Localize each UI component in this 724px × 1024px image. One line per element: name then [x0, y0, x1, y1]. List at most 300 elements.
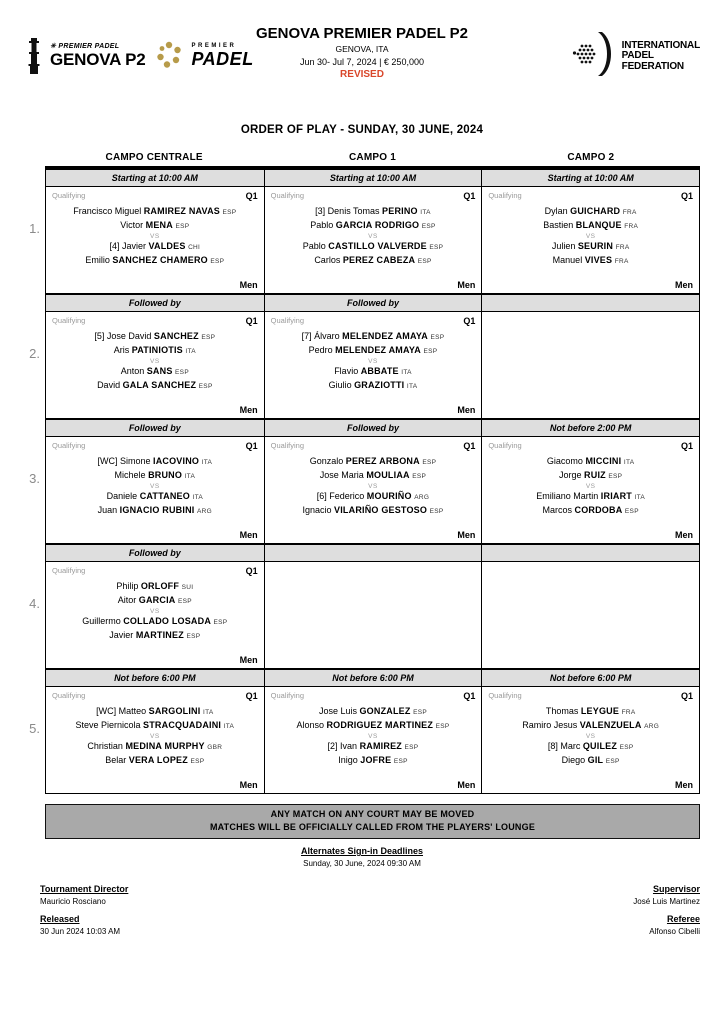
player-lastname: COLLADO LOSADA — [123, 616, 212, 626]
player-firstname: Steve Piernicola — [75, 720, 144, 730]
player-line — [488, 469, 693, 483]
player-lastname: BRUNO — [148, 470, 183, 480]
player-country: ITA — [185, 348, 196, 355]
vs-label: VS — [585, 733, 596, 740]
ipf-line-2: PADEL — [621, 50, 654, 62]
player-line — [52, 615, 258, 629]
player-firstname: Emiliano Martin — [536, 491, 601, 501]
player-lastname: GALA SANCHEZ — [122, 380, 197, 390]
player-firstname: [4] Javier — [109, 241, 149, 251]
match-cell-5-3 — [481, 687, 699, 793]
player-lastname: VIVES — [584, 255, 613, 265]
time-band-4-1: Followed by — [46, 545, 264, 561]
player-country: FRA — [621, 709, 636, 716]
gender-label: Men — [457, 780, 476, 790]
player-country: ESP — [423, 348, 438, 355]
player-firstname: [6] Federico — [316, 491, 367, 501]
round-label: Q1 — [463, 191, 476, 201]
player-firstname: Gonzalo — [309, 456, 346, 466]
player-lastname: GRAZIOTTI — [354, 380, 405, 390]
player-line — [488, 490, 693, 504]
player-firstname: Guillermo — [82, 616, 124, 626]
gender-label: Men — [457, 280, 476, 290]
player-lastname: MENA — [145, 220, 173, 230]
player-country: ITA — [202, 709, 214, 716]
players-block — [271, 205, 476, 268]
revised-badge: REVISED — [340, 68, 384, 80]
round-label: Q1 — [245, 191, 258, 201]
player-country: ESP — [190, 758, 205, 765]
player-lastname: JOFRE — [360, 755, 392, 765]
player-line — [488, 705, 693, 719]
match-cell-3-1 — [46, 437, 264, 543]
event-label: Qualifying — [52, 691, 86, 700]
player-line — [488, 754, 693, 768]
player-country: ESP — [430, 334, 445, 341]
player-lastname: ABBATE — [360, 366, 399, 376]
player-lastname: GUICHARD — [570, 206, 621, 216]
time-band-1-1: Starting at 10:00 AM — [46, 170, 264, 186]
player-firstname: [2] Ivan — [327, 741, 360, 751]
player-firstname: Belar — [105, 755, 129, 765]
player-firstname: Christian — [87, 741, 126, 751]
match-meta — [52, 691, 258, 701]
player-country: ESP — [175, 223, 190, 230]
player-line — [52, 469, 258, 483]
player-line — [271, 490, 476, 504]
player-firstname: Anton — [120, 366, 147, 376]
player-line — [52, 344, 258, 358]
player-line — [271, 365, 476, 379]
player-country: ESP — [421, 223, 436, 230]
player-country: FRA — [614, 258, 629, 265]
player-country: ITA — [192, 494, 203, 501]
player-firstname: Pedro — [308, 345, 336, 355]
player-firstname: Daniele — [106, 491, 140, 501]
player-country: ESP — [201, 334, 216, 341]
player-lastname: MOULIAA — [366, 470, 410, 480]
player-lastname: GARCIA — [138, 595, 176, 605]
officials-footer — [40, 884, 700, 936]
band-row-4 — [46, 543, 699, 562]
player-country: ESP — [605, 758, 620, 765]
player-lastname: SARGOLINI — [148, 706, 201, 716]
player-firstname: Dylan — [544, 206, 571, 216]
time-band-1-2: Starting at 10:00 AM — [264, 170, 482, 186]
player-lastname: MELENDEZ AMAYA — [342, 331, 428, 341]
gender-label: Men — [239, 655, 258, 665]
player-lastname: SANS — [146, 366, 173, 376]
match-meta — [52, 441, 258, 451]
player-firstname: Victor — [120, 220, 146, 230]
player-country: ESP — [412, 473, 427, 480]
vs-label: VS — [585, 483, 596, 490]
player-line — [52, 504, 258, 518]
court-header-1: CAMPO 1 — [349, 152, 396, 163]
time-band-4-2 — [264, 545, 482, 561]
referee-label: Referee — [666, 914, 700, 924]
player-firstname: Giacomo — [546, 456, 586, 466]
round-label: Q1 — [245, 316, 258, 326]
gender-label: Men — [675, 530, 693, 540]
time-band-5-2: Not before 6:00 PM — [264, 670, 482, 686]
player-lastname: GIL — [587, 755, 604, 765]
gender-label: Men — [457, 530, 476, 540]
ipf-line-1: INTERNATIONAL — [621, 39, 700, 51]
player-lastname: IGNACIO RUBINI — [119, 505, 195, 515]
player-country: ITA — [223, 723, 235, 730]
round-label: Q1 — [245, 691, 258, 701]
gender-label: Men — [239, 780, 258, 790]
released-label: Released — [40, 914, 80, 924]
player-country: ESP — [417, 258, 432, 265]
schedule-grid — [29, 170, 700, 794]
player-firstname: Ramiro Jesus — [522, 720, 580, 730]
player-lastname: IRIART — [600, 491, 632, 501]
player-line — [52, 219, 258, 233]
tournament-director-name: Mauricio Rosciano — [40, 897, 106, 906]
player-lastname: CORDOBA — [574, 505, 623, 515]
player-lastname: GONZALEZ — [359, 706, 411, 716]
player-line — [52, 580, 258, 594]
players-block — [488, 205, 693, 268]
player-lastname: MICCINI — [585, 456, 622, 466]
player-lastname: PEREZ ARBONA — [345, 456, 420, 466]
player-firstname: Javier — [109, 630, 136, 640]
player-lastname: LEYGUE — [580, 706, 620, 716]
order-of-play-title: ORDER OF PLAY - SUNDAY, 30 JUNE, 2024 — [240, 124, 484, 136]
match-meta — [488, 691, 693, 701]
player-line — [52, 740, 258, 754]
supervisor-label: Supervisor — [652, 884, 700, 894]
tournament-director-label: Tournament Director — [40, 884, 129, 894]
vs-label: VS — [368, 233, 378, 240]
event-label: Qualifying — [270, 316, 305, 325]
player-lastname: SANCHEZ CHAMERO — [112, 255, 208, 265]
player-country: ESP — [213, 619, 228, 626]
ipf-line-3: FEDERATION — [621, 60, 684, 72]
match-row-3 — [46, 437, 699, 543]
player-lastname: MEDINA MURPHY — [125, 741, 205, 751]
match-cell-4-1 — [46, 562, 264, 668]
player-lastname: MOURIÑO — [366, 491, 412, 501]
match-meta — [271, 316, 476, 326]
player-firstname: [WC] Matteo — [96, 706, 149, 716]
event-label: Qualifying — [52, 566, 86, 575]
player-firstname: Emilio — [85, 255, 113, 265]
round-label: Q1 — [680, 191, 693, 201]
player-country: FRA — [615, 244, 630, 251]
vs-label: VS — [149, 483, 160, 490]
player-firstname: [WC] Simone — [97, 456, 153, 466]
player-line — [271, 455, 476, 469]
player-line — [271, 344, 476, 358]
player-firstname: David — [97, 380, 123, 390]
player-firstname: Aris — [113, 345, 132, 355]
round-label: Q1 — [463, 441, 476, 451]
time-band-3-1: Followed by — [46, 420, 264, 436]
match-meta — [52, 191, 258, 201]
player-country: ESP — [435, 723, 450, 730]
player-firstname: Juan — [97, 505, 120, 515]
match-cell-3-3 — [481, 437, 699, 543]
player-country: ARG — [644, 723, 660, 730]
round-label: Q1 — [245, 441, 258, 451]
player-lastname: CASTILLO VALVERDE — [328, 241, 427, 251]
players-block — [488, 705, 693, 768]
player-line — [488, 719, 693, 733]
player-line — [52, 754, 258, 768]
band-row-1 — [46, 170, 699, 187]
player-line — [271, 504, 476, 518]
vs-label: VS — [149, 733, 160, 740]
alternates-deadline: Sunday, 30 June, 2024 09:30 AM — [303, 859, 421, 868]
match-row-2 — [46, 312, 699, 418]
player-line — [271, 719, 476, 733]
alternates-title: Alternates Sign-in Deadlines — [300, 846, 424, 856]
player-firstname: [5] Jose David — [94, 331, 154, 341]
players-block — [271, 705, 476, 768]
player-firstname: Inigo — [338, 755, 361, 765]
time-band-1-3: Starting at 10:00 AM — [481, 170, 699, 186]
document-header — [0, 18, 724, 110]
player-lastname: SANCHEZ — [153, 331, 199, 341]
match-row-4 — [46, 562, 699, 668]
notice-line-1: ANY MATCH ON ANY COURT MAY BE MOVED — [270, 809, 475, 819]
gender-label: Men — [675, 780, 693, 790]
player-line — [52, 365, 258, 379]
match-cell-1-2 — [264, 187, 482, 293]
match-row-5 — [46, 687, 699, 793]
player-line — [52, 254, 258, 268]
match-cell-1-3 — [481, 187, 699, 293]
court-header-0: CAMPO CENTRALE — [105, 152, 203, 163]
player-firstname: Pablo — [302, 241, 329, 251]
player-lastname: RUIZ — [584, 470, 606, 480]
referee-name: Alfonso Cibelli — [649, 927, 700, 936]
round-label: Q1 — [680, 441, 693, 451]
event-dates-prize: Jun 30- Jul 7, 2024 | € 250,000 — [300, 56, 424, 67]
vs-label: VS — [149, 233, 160, 240]
schedule-table — [11, 152, 700, 794]
time-band-3-3: Not before 2:00 PM — [481, 420, 699, 436]
player-line — [52, 594, 258, 608]
player-country: ESP — [429, 244, 444, 251]
match-cell-5-1 — [46, 687, 264, 793]
officials-left — [40, 884, 128, 936]
player-line — [488, 455, 693, 469]
round-label: Q1 — [245, 566, 258, 576]
band-row-3 — [46, 418, 699, 437]
player-firstname: Manuel — [552, 255, 585, 265]
player-line — [271, 330, 476, 344]
player-country: ITA — [201, 459, 213, 466]
vs-label: VS — [368, 483, 378, 490]
player-line — [271, 469, 476, 483]
time-band-5-1: Not before 6:00 PM — [46, 670, 264, 686]
player-country: ESP — [624, 508, 639, 515]
gender-label: Men — [675, 280, 693, 290]
match-meta — [271, 191, 476, 201]
gender-label: Men — [239, 405, 258, 415]
court-header-2: CAMPO 2 — [567, 152, 615, 163]
match-cell-4-3 — [481, 562, 699, 668]
player-lastname: VALENZUELA — [579, 720, 642, 730]
match-meta — [271, 691, 476, 701]
vs-label: VS — [149, 608, 160, 615]
round-label: Q1 — [463, 691, 476, 701]
player-line — [271, 754, 476, 768]
player-lastname: STRACQUADAINI — [143, 720, 222, 730]
event-label: Qualifying — [488, 691, 522, 700]
player-line — [52, 705, 258, 719]
match-meta — [52, 316, 258, 326]
player-country: ITA — [406, 383, 418, 390]
player-lastname: RAMIREZ — [359, 741, 402, 751]
player-country: FRA — [624, 223, 639, 230]
event-label: Qualifying — [270, 191, 305, 200]
player-firstname: Flavio — [334, 366, 361, 376]
time-band-2-2: Followed by — [264, 295, 482, 311]
player-country: ESP — [393, 758, 408, 765]
ipf-logo — [572, 30, 700, 83]
vs-label: VS — [368, 733, 378, 740]
match-row-1 — [46, 187, 699, 293]
padel-word: PADEL — [191, 48, 254, 69]
player-firstname: Julien — [551, 241, 578, 251]
player-line — [271, 705, 476, 719]
player-firstname: [7] Álvaro — [301, 331, 343, 341]
player-line — [271, 254, 476, 268]
players-block — [271, 330, 476, 393]
genova-p2-label: GENOVA P2 — [50, 49, 146, 69]
player-lastname: IACOVINO — [153, 456, 200, 466]
match-cell-3-2 — [264, 437, 482, 543]
time-band-3-2: Followed by — [264, 420, 482, 436]
player-lastname: VALDES — [148, 241, 186, 251]
player-lastname: VERA LOPEZ — [128, 755, 188, 765]
vs-label: VS — [368, 358, 378, 365]
player-line — [52, 330, 258, 344]
player-country: ESP — [186, 633, 201, 640]
time-band-2-1: Followed by — [46, 295, 264, 311]
player-line — [52, 629, 258, 643]
player-firstname: Michele — [114, 470, 149, 480]
player-country: ESP — [210, 258, 225, 265]
premier-word: PREMIER — [191, 42, 237, 49]
band-row-2 — [46, 293, 699, 312]
match-meta — [488, 191, 693, 201]
player-lastname: PERINO — [382, 206, 418, 216]
gender-label: Men — [239, 530, 258, 540]
gutter-spacer — [11, 152, 45, 166]
row-number-4: 4. — [29, 596, 40, 611]
player-lastname: GARCIA RODRIGO — [335, 220, 420, 230]
court-headers — [11, 152, 700, 166]
player-lastname: BLANQUE — [575, 220, 622, 230]
event-title: GENOVA PREMIER PADEL P2 — [256, 25, 468, 42]
player-country: ESP — [198, 383, 213, 390]
players-block — [52, 205, 258, 268]
player-lastname: RODRIGUEZ MARTINEZ — [326, 720, 434, 730]
time-band-2-3 — [481, 295, 699, 311]
event-label: Qualifying — [52, 441, 86, 450]
player-country: ITA — [623, 459, 635, 466]
time-band-4-3 — [481, 545, 699, 561]
player-firstname: [8] Marc — [547, 741, 583, 751]
player-firstname: Diego — [561, 755, 588, 765]
player-firstname: Carlos — [314, 255, 343, 265]
row-number-3: 3. — [29, 471, 40, 486]
player-country: ARG — [197, 508, 212, 515]
player-line — [488, 254, 693, 268]
players-block — [52, 455, 258, 518]
player-lastname: PEREZ CABEZA — [342, 255, 416, 265]
event-label: Qualifying — [488, 441, 522, 450]
round-label: Q1 — [680, 691, 693, 701]
gender-label: Men — [457, 405, 476, 415]
player-firstname: Giulio — [328, 380, 355, 390]
vs-label: VS — [585, 233, 596, 240]
player-line — [488, 205, 693, 219]
player-firstname: Jose Luis — [318, 706, 360, 716]
row-number-5: 5. — [29, 721, 40, 736]
player-line — [488, 504, 693, 518]
player-country: ESP — [404, 744, 419, 751]
match-meta — [52, 566, 258, 576]
match-cell-5-2 — [264, 687, 482, 793]
player-line — [52, 455, 258, 469]
player-firstname: Bastien — [543, 220, 576, 230]
player-firstname: Ignacio — [302, 505, 335, 515]
player-line — [488, 740, 693, 754]
event-location: GENOVA, ITA — [335, 44, 389, 55]
notice-banner — [45, 804, 700, 839]
player-lastname: ORLOFF — [140, 581, 180, 591]
player-firstname: Marcos — [542, 505, 575, 515]
event-label: Qualifying — [270, 441, 305, 450]
notice-line-2: MATCHES WILL BE OFFICIALLY CALLED FROM THE PLAYERS' LOUNGE — [209, 822, 536, 832]
event-label: Qualifying — [488, 191, 522, 200]
row-number-2: 2. — [29, 346, 40, 361]
player-firstname: Aitor — [117, 595, 139, 605]
released-timestamp: 30 Jun 2024 10:03 AM — [40, 927, 121, 936]
player-firstname: Thomas — [545, 706, 581, 716]
player-lastname: CATTANEO — [139, 491, 190, 501]
player-lastname: VILARIÑO GESTOSO — [334, 505, 428, 515]
player-firstname: Jose Maria — [319, 470, 367, 480]
player-country: ESP — [608, 473, 623, 480]
player-firstname: Francisco Miguel — [73, 206, 144, 216]
band-row-5 — [46, 668, 699, 687]
match-cell-2-3 — [481, 312, 699, 418]
player-country: ESP — [422, 459, 437, 466]
player-line — [271, 240, 476, 254]
premier-padel-small-label: ✳ PREMIER PADEL — [50, 42, 120, 50]
player-country: ITA — [420, 209, 431, 216]
player-country: CHI — [188, 244, 201, 251]
ipf-racket-icon — [572, 30, 616, 83]
match-meta — [271, 441, 476, 451]
player-country: GBR — [207, 744, 223, 751]
player-country: ESP — [222, 209, 237, 216]
player-country: ESP — [619, 744, 634, 751]
round-label: Q1 — [463, 316, 476, 326]
player-lastname: RAMIREZ NAVAS — [143, 206, 220, 216]
event-label: Qualifying — [52, 316, 86, 325]
player-firstname: Pablo — [310, 220, 336, 230]
players-block — [52, 330, 258, 393]
